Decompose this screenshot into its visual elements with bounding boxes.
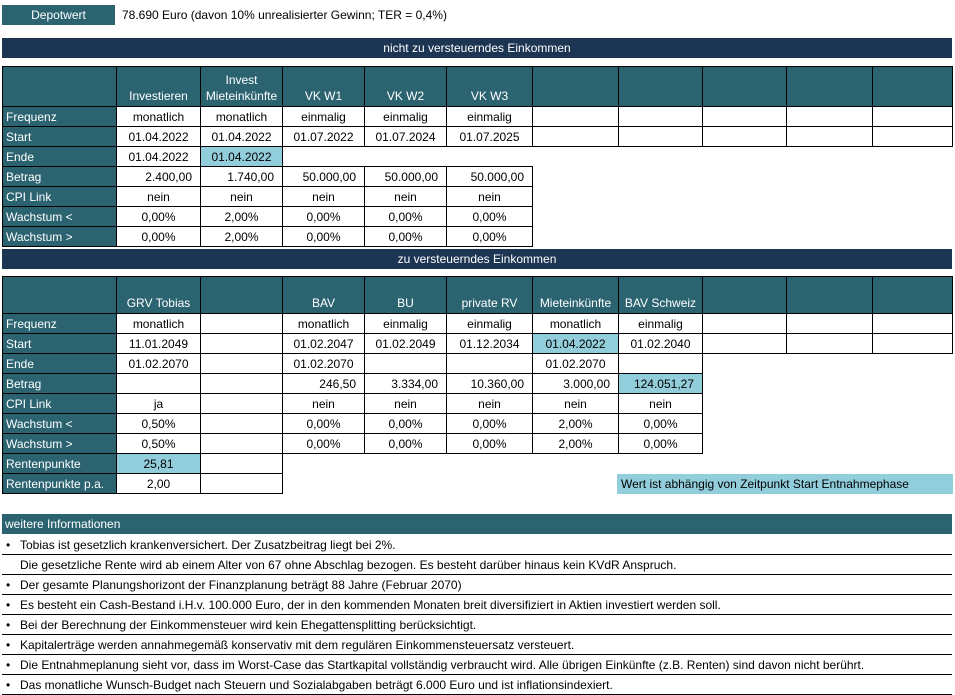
- table-row: [3, 207, 953, 227]
- cell: [619, 207, 703, 227]
- cell[interactable]: 10.360,00: [447, 374, 533, 394]
- cell: [873, 414, 953, 434]
- cell-highlighted[interactable]: 01.04.2022: [201, 147, 283, 167]
- section1-title: nicht zu versteuerndes Einkommen: [2, 38, 952, 58]
- cell[interactable]: [873, 334, 953, 354]
- section2-title: zu versteuerndes Einkommen: [2, 249, 952, 269]
- cell[interactable]: monatlich: [201, 107, 283, 127]
- legend-highlight-note: Wert ist abhängig von Zeitpunkt Start Entnahmephase: [617, 474, 953, 494]
- list-item: [2, 655, 952, 675]
- cell[interactable]: 01.02.2047: [283, 334, 365, 354]
- bullet: •: [6, 598, 11, 612]
- table-row: [3, 107, 953, 127]
- col-header: GRV Tobias: [117, 277, 201, 314]
- row-label: Wachstum <: [3, 207, 117, 227]
- col-header: VK W3: [447, 67, 533, 107]
- table-row: [3, 187, 953, 207]
- cell[interactable]: einmalig: [447, 314, 533, 334]
- cell[interactable]: 2,00%: [533, 434, 619, 454]
- row-label: Start: [3, 127, 117, 147]
- cell[interactable]: [201, 314, 283, 334]
- bullet: •: [6, 618, 11, 632]
- cell: [787, 147, 873, 167]
- section1-table: [2, 66, 953, 247]
- cell: [703, 167, 787, 187]
- row-label: Start: [3, 334, 117, 354]
- cell[interactable]: 2.400,00: [117, 167, 201, 187]
- list-item: [2, 575, 952, 595]
- cell[interactable]: 0,00%: [365, 434, 447, 454]
- cell[interactable]: 01.02.2070: [283, 354, 365, 374]
- cell: [619, 167, 703, 187]
- info-text: Der gesamte Planungshorizont der Finanzplanung beträgt 88 Jahre (Februar 2070): [20, 578, 462, 592]
- cell: [533, 147, 619, 167]
- empty-header: [619, 67, 703, 107]
- row-label: Ende: [3, 147, 117, 167]
- table-row: [3, 434, 953, 454]
- cell: [873, 227, 953, 247]
- list-item: [2, 675, 952, 695]
- row-label: Wachstum >: [3, 227, 117, 247]
- table-row: [3, 414, 953, 434]
- cell[interactable]: 3.334,00: [365, 374, 447, 394]
- cell[interactable]: monatlich: [117, 314, 201, 334]
- cell[interactable]: nein: [619, 394, 703, 414]
- depot-value: 78.690 Euro (davon 10% unrealisierter Gewinn; TER = 0,4%): [122, 8, 447, 22]
- empty-header: [787, 277, 873, 314]
- cell[interactable]: einmalig: [447, 107, 533, 127]
- cell[interactable]: nein: [117, 187, 201, 207]
- empty-header: [873, 67, 953, 107]
- info-title: weitere Informationen: [2, 514, 952, 534]
- cell[interactable]: 01.07.2022: [283, 127, 365, 147]
- cell: [787, 187, 873, 207]
- cell[interactable]: einmalig: [283, 107, 365, 127]
- cell[interactable]: [201, 334, 283, 354]
- bullet: •: [6, 538, 11, 552]
- cell[interactable]: 01.02.2070: [533, 354, 619, 374]
- cell[interactable]: monatlich: [533, 314, 619, 334]
- cell[interactable]: [703, 107, 787, 127]
- cell[interactable]: [533, 127, 619, 147]
- bullet: •: [6, 658, 11, 672]
- table-row: [3, 147, 953, 167]
- row-label: Frequenz: [3, 314, 117, 334]
- cell[interactable]: 246,50: [283, 374, 365, 394]
- cell[interactable]: [201, 414, 283, 434]
- cell: [787, 434, 873, 454]
- col-header: [201, 277, 283, 314]
- cell[interactable]: ja: [117, 394, 201, 414]
- list-item: [2, 535, 952, 555]
- cell: [787, 207, 873, 227]
- cell[interactable]: nein: [365, 187, 447, 207]
- cell[interactable]: 0,00%: [283, 227, 365, 247]
- spacer: [283, 454, 953, 474]
- list-item: [2, 595, 952, 615]
- col-header: VK W2: [365, 67, 447, 107]
- row-label: Frequenz: [3, 107, 117, 127]
- cell[interactable]: 50.000,00: [283, 167, 365, 187]
- cell[interactable]: [619, 127, 703, 147]
- row-label: CPI Link: [3, 187, 117, 207]
- cell[interactable]: 0,00%: [117, 207, 201, 227]
- col-header: Invest Mieteinkünfte: [201, 67, 283, 107]
- cell: [703, 354, 787, 374]
- cell: [787, 227, 873, 247]
- col-header: BU: [365, 277, 447, 314]
- empty-header: [703, 277, 787, 314]
- cell[interactable]: [619, 354, 703, 374]
- list-item: [2, 615, 952, 635]
- cell[interactable]: 01.07.2025: [447, 127, 533, 147]
- cell[interactable]: 50.000,00: [447, 167, 533, 187]
- cell[interactable]: 0,00%: [447, 414, 533, 434]
- cell[interactable]: [201, 374, 283, 394]
- cell[interactable]: nein: [365, 394, 447, 414]
- cell: [873, 354, 953, 374]
- cell[interactable]: 0,50%: [117, 434, 201, 454]
- cell[interactable]: 0,00%: [447, 207, 533, 227]
- col-header: Mieteinkünfte: [533, 277, 619, 314]
- cell: [873, 207, 953, 227]
- cell: [873, 147, 953, 167]
- cell: [365, 147, 447, 167]
- col-header: BAV: [283, 277, 365, 314]
- cell: [873, 187, 953, 207]
- cell: [703, 434, 787, 454]
- row-label: Wachstum >: [3, 434, 117, 454]
- cell: [787, 374, 873, 394]
- cell: [619, 147, 703, 167]
- table-row: [3, 354, 953, 374]
- info-text: Kapitalerträge werden annahmegemäß konservativ mit dem regulären Einkommensteuersatz versteuert.: [20, 638, 575, 652]
- cell[interactable]: [201, 354, 283, 374]
- info-text: Die gesetzliche Rente wird ab einem Alter von 67 ohne Abschlag bezogen. Es besteht darüber hinaus kein KVdR Anspruch.: [20, 558, 677, 572]
- empty-header: [787, 67, 873, 107]
- cell: [533, 187, 619, 207]
- cell[interactable]: 0,50%: [117, 414, 201, 434]
- cell: [703, 227, 787, 247]
- cell: [283, 147, 365, 167]
- cell[interactable]: 2,00%: [201, 227, 283, 247]
- cell: [703, 187, 787, 207]
- depot-label: Depotwert: [2, 5, 115, 25]
- bullet: •: [6, 578, 11, 592]
- info-text: Es besteht ein Cash-Bestand i.H.v. 100.000 Euro, der in den kommenden Monaten breit diversifiziert in Aktien investiert werden soll.: [20, 598, 721, 612]
- empty-header: [873, 277, 953, 314]
- row-label: Ende: [3, 354, 117, 374]
- info-text: Das monatliche Wunsch-Budget nach Steuern und Sozialabgaben beträgt 6.000 Euro und ist inflationsindexiert.: [20, 678, 613, 692]
- cell: [787, 414, 873, 434]
- cell: [787, 354, 873, 374]
- table-row: [3, 454, 953, 474]
- cell: [619, 227, 703, 247]
- rentenpunkte-pa-value[interactable]: 2,00: [117, 474, 201, 494]
- cell[interactable]: nein: [447, 394, 533, 414]
- cell[interactable]: 0,00%: [283, 207, 365, 227]
- cell[interactable]: [447, 354, 533, 374]
- cell[interactable]: [873, 107, 953, 127]
- cell[interactable]: [873, 314, 953, 334]
- cell[interactable]: 0,00%: [365, 227, 447, 247]
- table-row: [3, 314, 953, 334]
- cell[interactable]: 0,00%: [365, 207, 447, 227]
- col-header: BAV Schweiz: [619, 277, 703, 314]
- cell-highlighted[interactable]: 124.051,27: [619, 374, 703, 394]
- cell[interactable]: einmalig: [365, 314, 447, 334]
- cell-highlighted[interactable]: 01.04.2022: [533, 334, 619, 354]
- cell[interactable]: 0,00%: [365, 414, 447, 434]
- header-corner: [3, 277, 117, 314]
- header-corner: [3, 67, 117, 107]
- cell[interactable]: [201, 454, 283, 474]
- cell: [873, 167, 953, 187]
- cell[interactable]: [787, 314, 873, 334]
- cell[interactable]: [703, 314, 787, 334]
- cell[interactable]: nein: [447, 187, 533, 207]
- cell: [703, 147, 787, 167]
- cell[interactable]: 0,00%: [619, 414, 703, 434]
- row-label: Betrag: [3, 167, 117, 187]
- cell[interactable]: monatlich: [283, 314, 365, 334]
- table-row: [3, 127, 953, 147]
- cell[interactable]: 0,00%: [283, 414, 365, 434]
- bullet: •: [6, 678, 11, 692]
- cell[interactable]: 01.04.2022: [117, 127, 201, 147]
- cell[interactable]: 01.12.2034: [447, 334, 533, 354]
- cell: [703, 207, 787, 227]
- cell: [787, 394, 873, 414]
- section2-table: [2, 276, 953, 494]
- cell[interactable]: [703, 334, 787, 354]
- cell[interactable]: nein: [533, 394, 619, 414]
- cell[interactable]: [873, 127, 953, 147]
- empty-header: [703, 67, 787, 107]
- cell[interactable]: [787, 334, 873, 354]
- cell[interactable]: nein: [283, 394, 365, 414]
- cell[interactable]: [117, 374, 201, 394]
- cell[interactable]: 0,00%: [619, 434, 703, 454]
- col-header: Investieren: [117, 67, 201, 107]
- cell[interactable]: [201, 394, 283, 414]
- cell[interactable]: 2,00%: [533, 414, 619, 434]
- info-text: Bei der Berechnung der Einkommensteuer wird kein Ehegattensplitting berücksichtigt.: [20, 618, 477, 632]
- cell[interactable]: 01.02.2049: [365, 334, 447, 354]
- table-row: [3, 227, 953, 247]
- cell[interactable]: 01.02.2070: [117, 354, 201, 374]
- cell[interactable]: einmalig: [365, 107, 447, 127]
- cell[interactable]: 01.04.2022: [117, 147, 201, 167]
- cell[interactable]: 2,00%: [201, 207, 283, 227]
- row-label: Wachstum <: [3, 414, 117, 434]
- cell[interactable]: 0,00%: [447, 227, 533, 247]
- cell: [619, 187, 703, 207]
- row-label: CPI Link: [3, 394, 117, 414]
- cell[interactable]: 1.740,00: [201, 167, 283, 187]
- rentenpunkte-label: Rentenpunkte: [3, 454, 117, 474]
- cell[interactable]: [787, 107, 873, 127]
- cell: [873, 374, 953, 394]
- cell[interactable]: [703, 127, 787, 147]
- cell[interactable]: 0,00%: [447, 434, 533, 454]
- col-header: private RV: [447, 277, 533, 314]
- cell[interactable]: 0,00%: [117, 227, 201, 247]
- cell: [703, 374, 787, 394]
- table-row: [3, 374, 953, 394]
- cell[interactable]: [365, 354, 447, 374]
- rentenpunkte-value[interactable]: 25,81: [117, 454, 201, 474]
- info-text: Die Entnahmeplanung sieht vor, dass im Worst-Case das Startkapital vollständig verbraucht wird. Alle übrigen Einkünfte (z.B. Renten) sind davon nicht berührt.: [20, 658, 865, 672]
- cell[interactable]: 11.01.2049: [117, 334, 201, 354]
- cell[interactable]: [201, 474, 283, 494]
- bullet: •: [6, 638, 11, 652]
- rentenpunkte-pa-label: Rentenpunkte p.a.: [3, 474, 117, 494]
- list-item: [2, 555, 952, 575]
- cell: [787, 167, 873, 187]
- list-item: [2, 635, 952, 655]
- cell: [873, 434, 953, 454]
- col-header: VK W1: [283, 67, 365, 107]
- cell: [873, 394, 953, 414]
- cell[interactable]: 01.04.2022: [201, 127, 283, 147]
- table-row: [3, 167, 953, 187]
- cell[interactable]: monatlich: [117, 107, 201, 127]
- cell[interactable]: nein: [201, 187, 283, 207]
- info-text: Tobias ist gesetzlich krankenversichert. Der Zusatzbeitrag liegt bei 2%.: [20, 538, 396, 552]
- table-row: [3, 394, 953, 414]
- cell[interactable]: [201, 434, 283, 454]
- cell[interactable]: 01.07.2024: [365, 127, 447, 147]
- cell: [533, 167, 619, 187]
- row-label: Betrag: [3, 374, 117, 394]
- cell[interactable]: [787, 127, 873, 147]
- cell[interactable]: 0,00%: [283, 434, 365, 454]
- cell[interactable]: nein: [283, 187, 365, 207]
- cell: [447, 147, 533, 167]
- cell[interactable]: einmalig: [619, 314, 703, 334]
- cell[interactable]: 3.000,00: [533, 374, 619, 394]
- table-row: [3, 334, 953, 354]
- cell[interactable]: 01.02.2040: [619, 334, 703, 354]
- cell[interactable]: [619, 107, 703, 127]
- empty-header: [533, 67, 619, 107]
- cell: [533, 207, 619, 227]
- cell[interactable]: 50.000,00: [365, 167, 447, 187]
- cell: [703, 394, 787, 414]
- cell: [703, 414, 787, 434]
- cell[interactable]: [533, 107, 619, 127]
- cell: [533, 227, 619, 247]
